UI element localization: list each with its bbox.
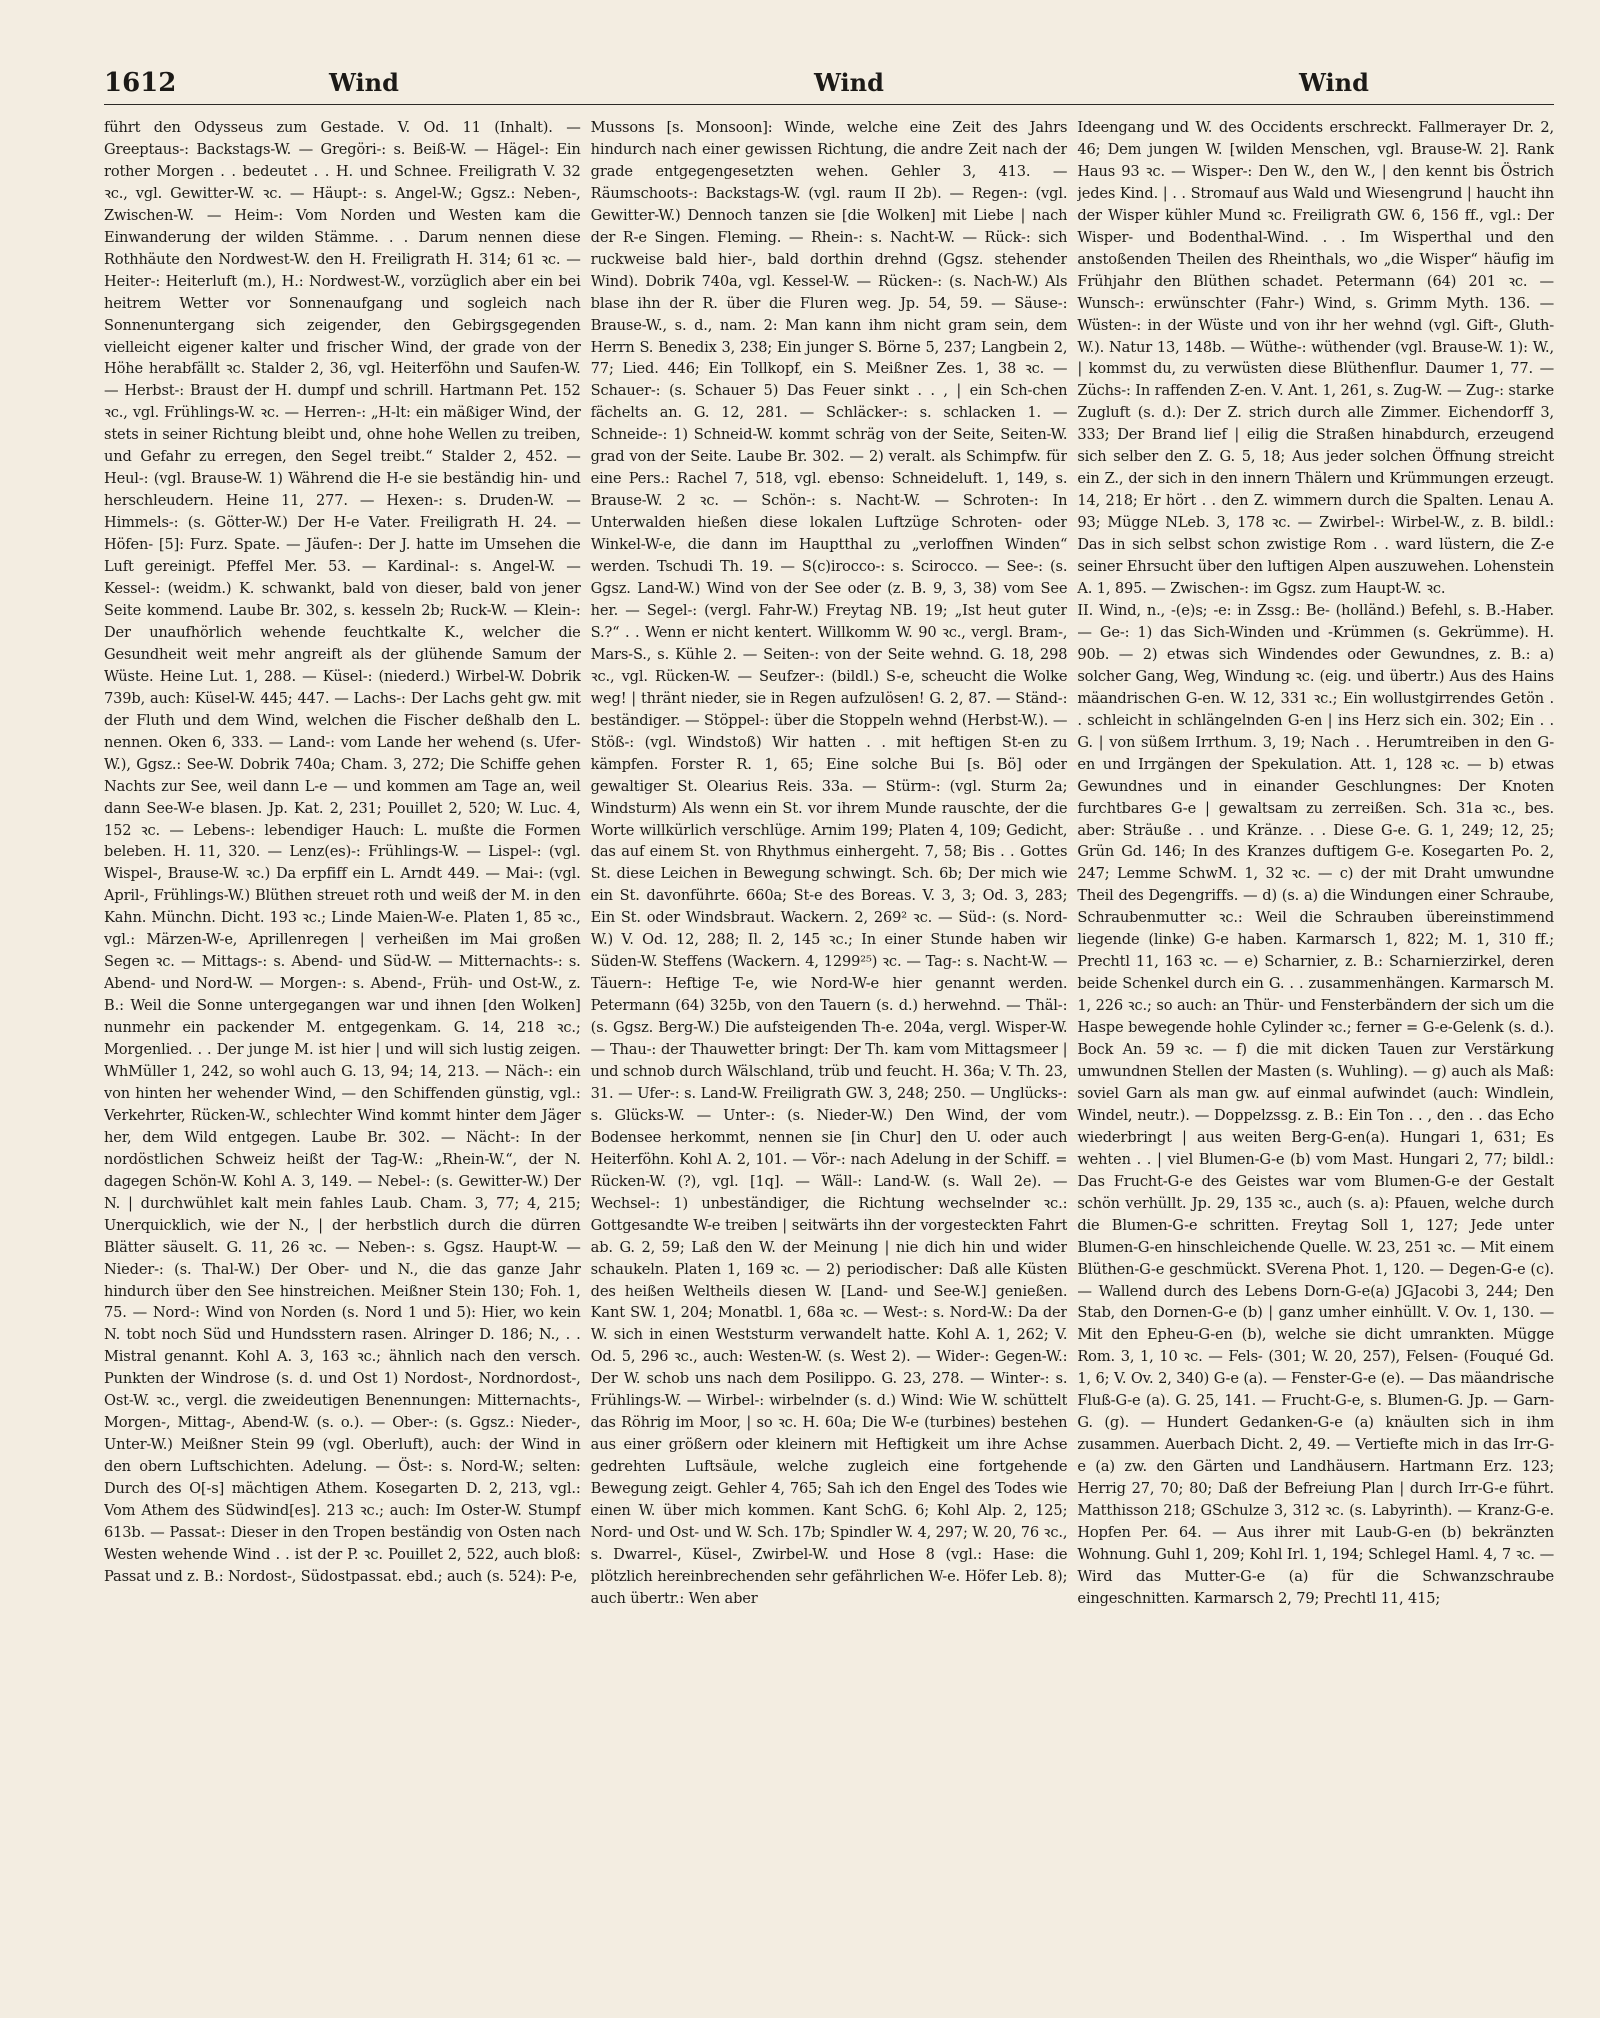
column-right (1077, 117, 1554, 2012)
page-header (104, 64, 1554, 105)
page-number: 1612 (104, 68, 177, 98)
column-middle (591, 117, 1068, 2012)
column-left-paragraph: führt den Odysseus zum Gestade. V. Od. 11 (Inhalt). — Greeptaus-: Backstags-W. — Gregöri-: s. Beiß-W. — Hägel-: Ein rother Morgen . . bedeutet . . H. und Schnee. Freiligrath V. 32 ꝛc., vgl. Gewitter-W. ꝛc. — Häupt-: s. Angel-W.; Ggsz.: Neben-, Zwischen-W. — Heim-: Vom Norden und Westen kam die Einwanderung der wilden Stämme. . . Darum nennen diese Rothhäute den Nordwest-W. den H. Freiligrath H. 314; 61 ꝛc. — Heiter-: Heiterluft (m.), H.: Nordwest-W., vorzüglich aber ein bei heitrem Wetter vor Sonnenaufgang und sogleich nach Sonnenuntergang sich zeigender, den Gebirgsgegenden vielleicht eigener kalter und frischer Wind, der grade von der Höhe herabfällt ꝛc. Stalder 2, 36, vgl. Heiterföhn und Saufen-W. — Herbst-: Braust der H. dumpf und schrill. Hartmann Pet. 152 ꝛc., vgl. Frühlings-W. ꝛc. — Herren-: „H-lt: ein mäßiger Wind, der stets in seiner Richtung bleibt und, ohne hohe Wellen zu treiben, und Gefahr zu erregen, den Segel treibt.“ Stalder 2, 452. — Heul-: (vgl. Brause-W. 1) Während die H-e sie beständig hin- und herschleudern. Heine 11, 277. — Hexen-: s. Druden-W. — Himmels-: (s. Götter-W.) Der H-e Vater. Freiligrath H. 24. — Höfen- [5]: Furz. Spate. — Jäufen-: Der J. hatte im Umsehen die Luft gereinigt. Pfeffel Mer. 53. — Kardinal-: s. Angel-W. — Kessel-: (weidm.) K. schwankt, bald von dieser, bald von jener Seite kommend. Laube Br. 302, s. kesseln 2b; Ruck-W. — Klein-: Der unaufhörlich wehende feuchtkalte K., welcher die Gesundheit weit mehr angreift als der glühende Samum der Wüste. Heine Lut. 1, 288. — Küsel-: (niederd.) Wirbel-W. Dobrik 739b, auch: Küsel-W. 445; 447. — Lachs-: Der Lachs geht gw. mit der Fluth und dem Wind, welchen die Fischer deßhalb den L. nennen. Oken 6, 333. — Land-: vom Lande her wehend (s. Ufer-W.), Ggsz.: See-W. Dobrik 740a; Cham. 3, 272; Die Schiffe gehen Nachts zur See, weil dann L-e — und kommen am Tage an, weil dann See-W-e blasen. Jp. Kat. 2, 231; Pouillet 2, 520; W. Luc. 4, 152 ꝛc. — Lebens-: lebendiger Hauch: L. mußte die Formen beleben. H. 11, 320. — Lenz(es)-: Frühlings-W. — Lispel-: (vgl. Wispel-, Brause-W. ꝛc.) Da erpfiff ein L. Arndt 449. — Mai-: (vgl. April-, Frühlings-W.) Blüthen streuet roth und weiß der M. in den Kahn. Münchn. Dicht. 193 ꝛc.; Linde Maien-W-e. Platen 1, 85 ꝛc., vgl.: Märzen-W-e, Aprillenregen | verheißen im Mai großen Segen ꝛc. — Mittags-: s. Abend- und Süd-W. — Mitternachts-: s. Abend- und Nord-W. — Morgen-: s. Abend-, Früh- und Ost-W., z. B.: Weil die Sonne untergegangen war und ihnen [den Wolken] nunmehr ein packender M. entgegenkam. G. 14, 218 ꝛc.; Morgenlied. . . Der junge M. ist hier | und will sich lustig zeigen. WhMüller 1, 242, so wohl auch G. 13, 94; 14, 213. — Näch-: ein von hinten her wehender Wind, — den Schiffenden günstig, vgl.: Verkehrter, Rücken-W., schlechter Wind kommt hinter dem Jäger her, dem Wild entgegen. Laube Br. 302. — Nächt-: In der nordöstlichen Schweiz heißt der Tag-W.: „Rhein-W.“, der N. dagegen Schön-W. Kohl A. 3, 149. — Nebel-: (s. Gewitter-W.) Der N. | durchwühlet kalt mein fahles Laub. Cham. 3, 77; 4, 215; Unerquicklich, wie der N., | der herbstlich durch die dürren Blätter säuselt. G. 11, 26 ꝛc. — Neben-: s. Ggsz. Haupt-W. — Nieder-: (s. Thal-W.) Der Ober- und N., die das ganze Jahr hindurch über den See hinstreichen. Meißner Stein 130; Foh. 1, 75. — Nord-: Wind von Norden (s. Nord 1 und 5): Hier, wo kein N. tobt noch Süd und Hundsstern rasen. Alringer D. 186; N., . . Mistral genannt. Kohl A. 3, 163 ꝛc.; ähnlich nach den versch. Punkten der Windrose (s. d. und Ost 1) Nordost-, Nordnordost-, Ost-W. ꝛc., vergl. die zweideutigen Benennungen: Mitternachts-, Morgen-, Mittag-, Abend-W. (s. o.). — Ober-: (s. Ggsz.: Nieder-, Unter-W.) Meißner Stein 99 (vgl. Oberluft), auch: der Wind in den obern Luftschichten. Adelung. — Öst-: s. Nord-W.; selten: Durch des O[-s] mächtigen Athem. Kosegarten D. 2, 213, vgl.: Vom Athem des Südwind[es]. 213 ꝛc.; auch: Im Oster-W. Stumpf 613b. — Passat-: Dieser in den Tropen beständig von Osten nach Westen wehende Wind . . ist der P. ꝛc. Pouillet 2, 522, auch bloß: Passat und z. B.: Nordost-, Südostpassat. ebd.; auch (s. 524): P-e, (104, 119, 581, 1585)
text-columns (104, 117, 1554, 2012)
running-head-center: Wind (814, 68, 884, 97)
column-left (104, 117, 581, 2012)
running-head-left: Wind (329, 68, 399, 97)
column-right-paragraph-2: II. Wind, n., -(e)s; -e: in Zssg.: Be- (holländ.) Befehl, s. B.-Haber. — Ge-: 1) das Sich-Winden und -Krümmen (s. Gekrümme). H. 90b. — 2) etwas sich Windendes oder Gewundnes, z. B.: a) solcher Gang, Weg, Windung ꝛc. (eig. und übertr.) Aus des Hains mäandrischen G-en. W. 12, 331 ꝛc.; Ein wollustgirrendes Getön . . schleicht in schlängelnden G-en | ins Herz sich ein. 302; Ein . . G. | von süßem Irrthum. 3, 19; Nach . . Herumtreiben in den G-en und Irrgängen der Spekulation. Att. 1, 128 ꝛc. — b) etwas Gewundnes und in einander Geschlungnes: Der Knoten furchtbares G-e | gewaltsam zu zerreißen. Sch. 31a ꝛc., bes. aber: Sträuße . . und Kränze. . . Diese G-e. G. 1, 249; 12, 25; Grün Gd. 146; In des Kranzes duftigem G-e. Kosegarten Po. 2, 247; Lemme SchwM. 1, 32 ꝛc. — c) der mit Draht umwundne Theil des Degengriffs. — d) (s. a) die Windungen einer Schraube, Schraubenmutter ꝛc.: Weil die Schrauben übereinstimmend liegende (linke) G-e haben. Karmarsch 1, 822; M. 1, 310 ff.; Prechtl 11, 163 ꝛc. — e) Scharnier, z. B.: Scharnierzirkel, deren beide Schenkel durch ein G. . . zusammenhängen. Karmarsch M. 1, 226 ꝛc.; so auch: an Thür- und Fensterbändern der sich um die Haspe bewegende hohle Cylinder ꝛc.; ferner = G-e-Gelenk (s. d.). Bock An. 59 ꝛc. — f) die mit dicken Tauen zur Verstärkung umwundnen Stellen der Masten (s. Wuhling). — g) auch als Maß: soviel Garn als man gw. auf einmal aufwindet (auch: Windlein, Windel, neutr.). — Doppelzssg. z. B.: Ein Ton . . , den . . das Echo wiederbringt | aus weiten Berg-G-en(a). Hungari 1, 631; Es wehten . . | viel Blumen-G-e (b) vom Mast. Hungari 2, 77; bildl.: Das Frucht-G-e des Geistes war vom Blumen-G-e der Gestalt schön verhüllt. Jp. 29, 135 ꝛc., auch (s. a): Pfauen, welche durch die Blumen-G-e schritten. Freytag Soll 1, 127; Jede unter Blumen-G-en hinschleichende Quelle. W. 23, 251 ꝛc. — Mit einem Blüthen-G-e geschmückt. SVerena Phot. 1, 120. — Degen-G-e (c). — Wallend durch des Lebens Dorn-G-e(a) JGJacobi 3, 244; Den Stab, den Dornen-G-e (b) | ganz umher einhüllt. V. Ov. 1, 130. — Mit den Epheu-G-en (b), welche sie dicht umrankten. Mügge Rom. 3, 1, 10 ꝛc. — Fels- (301; W. 20, 257), Felsen- (Fouqué Gd. 1, 6; V. Ov. 2, 340) G-e (a). — Fenster-G-e (e). — Das mäandrische Fluß-G-e (a). G. 25, 141. — Frucht-G-e, s. Blumen-G. Jp. — Garn-G. (g). — Hundert Gedanken-G-e (a) knäulten sich in ihm zusammen. Auerbach Dicht. 2, 49. — Vertiefte mich in das Irr-G-e (a) zw. den Gärten und Landhäusern. Hartmann Erz. 123; Herrig 27, 70; 80; Daß der Befreiung Plan | durch Irr-G-e führt. Matthisson 218; GSchulze 3, 312 ꝛc. (s. Labyrinth). — Kranz-G-e. Hopfen Per. 64. — Aus ihrer mit Laub-G-en (b) bekränzten Wohnung. Guhl 1, 209; Kohl Irl. 1, 194; Schlegel Haml. 4, 7 ꝛc. — Wird das Mutter-G-e (a) für die Schwanzschraube eingeschnitten. Karmarsch 2, 79; Prechtl 11, 415; (1077, 601, 1555, 1607)
column-right-paragraph-1: Ideengang und W. des Occidents erschreckt. Fallmerayer Dr. 2, 46; Dem jungen W. [wilden Menschen, vgl. Brause-W. 2]. Rank Haus 93 ꝛc. — Wisper-: Den W., den W., | den kennt bis Östrich jedes Kind. | . . Stromauf aus Wald und Wiesengrund | haucht ihn der Wisper kühler Mund ꝛc. Freiligrath GW. 6, 156 ff., vgl.: Der Wisper- und Bodenthal-Wind. . . Im Wisperthal und den anstoßenden Theilen des Rheinthals, wo „die Wisper“ häufig im Frühjahr den Blüthen schadet. Petermann (64) 201 ꝛc. — Wunsch-: erwünschter (Fahr-) Wind, s. Grimm Myth. 136. — Wüsten-: in der Wüste und von ihr her wehnd (vgl. Gift-, Gluth-W.). Natur 13, 148b. — Wüthe-: wüthender (vgl. Brause-W. 1): W., | kommst du, zu verwüsten diese Blüthenflur. Daumer 1, 77. — Züchs-: In raffenden Z-en. V. Ant. 1, 261, s. Zug-W. — Zug-: starke Zugluft (s. d.): Der Z. strich durch alle Zimmer. Eichendorff 3, 333; Der Brand lief | eilig die Straßen hinabdurch, erzeugend sich selber den Z. G. 5, 18; Aus jeder solchen Öffnung streicht ein Z., der sich in den innern Thälern und Krümmungen erzeugt. 14, 218; Er hört . . den Z. wimmern durch die Spalten. Lenau A. 93; Mügge NLeb. 3, 178 ꝛc. — Zwirbel-: Wirbel-W., z. B. bildl.: Das in sich selbst schon zwistige Rom . . ward lüstern, die Z-e seiner Ehrsucht über den luftigen Alpen auszuwehen. Lohenstein A. 1, 895. — Zwischen-: im Ggsz. zum Haupt-W. ꝛc. (1077, 119, 1555, 598)
running-head-right: Wind (1299, 68, 1369, 97)
column-middle-paragraph: Mussons [s. Monsoon]: Winde, welche eine Zeit des Jahrs hindurch nach einer gewissen Richtung, die andre Zeit nach der grade entgegengesetzten wehen. Gehler 3, 413. — Räumschoots-: Backstags-W. (vgl. raum II 2b). — Regen-: (vgl. Gewitter-W.) Dennoch tanzen sie [die Wolken] mit Liebe | nach der R-e Singen. Fleming. — Rhein-: s. Nacht-W. — Rück-: sich ruckweise bald hier-, bald dorthin drehnd (Ggsz. stehender Wind). Dobrik 740a, vgl. Kessel-W. — Rücken-: (s. Nach-W.) Als blase ihn der R. über die Fluren weg. Jp. 54, 59. — Säuse-: Brause-W., s. d., nam. 2: Man kann ihm nicht gram sein, dem Herrn S. Benedix 3, 238; Ein junger S. Börne 5, 237; Langbein 2, 77; Lied. 446; Ein Tollkopf, ein S. Meißner Zes. 1, 38 ꝛc. — Schauer-: (s. Schauer 5) Das Feuer sinkt . . , | ein Sch-chen fächelts an. G. 12, 281. — Schläcker-: s. schlacken 1. — Schneide-: 1) Schneid-W. kommt schräg von der Seite, Seiten-W. grad von der Seite. Laube Br. 302. — 2) veralt. als Schimpfw. für eine Pers.: Rachel 7, 518, vgl. ebenso: Schneideluft. 1, 149, s. Brause-W. 2 ꝛc. — Schön-: s. Nacht-W. — Schroten-: In Unterwalden hießen diese lokalen Luftzüge Schroten- oder Winkel-W-e, die dann im Hauptthal zu „verloffnen Winden“ werden. Tschudi Th. 19. — S(c)irocco-: s. Scirocco. — See-: (s. Ggsz. Land-W.) Wind von der See oder (z. B. 9, 3, 38) vom See her. — Segel-: (vergl. Fahr-W.) Freytag NB. 19; „Ist heut guter S.?“ . . Wenn er nicht kentert. Willkomm W. 90 ꝛc., vergl. Bram-, Mars-S., s. Kühle 2. — Seiten-: von der Seite wehnd. G. 18, 298 ꝛc., vgl. Rücken-W. — Seufzer-: (bildl.) S-e, scheucht die Wolke weg! | thränt nieder, sie in Regen aufzulösen! G. 2, 87. — Ständ-: beständiger. — Stöppel-: über die Stoppeln wehnd (Herbst-W.). — Stöß-: (vgl. Windstoß) Wir hatten . . mit heftigen St-en zu kämpfen. Forster R. 1, 65; Eine solche Bui [s. Bö] oder gewaltiger St. Olearius Reis. 33a. — Stürm-: (vgl. Sturm 2a; Windsturm) Als wenn ein St. vor ihrem Munde rauschte, der die Worte willkürlich verschlüge. Arnim 199; Platen 4, 109; Gedicht, das auf einem St. von Rhythmus einhergeht. 7, 58; Bis . . Gottes St. diese Leichen in Bewegung schwingt. Sch. 6b; Der mich wie ein St. davonführte. 660a; St-e des Boreas. V. 3, 3; Od. 3, 283; Ein St. oder Windsbraut. Wackern. 2, 269² ꝛc. — Süd-: (s. Nord-W.) V. Od. 12, 288; Il. 2, 145 ꝛc.; In einer Stunde haben wir Süden-W. Steffens (Wackern. 4, 1299²⁵) ꝛc. — Tag-: s. Nacht-W. — Täuern-: Heftige T-e, wie Nord-W-e hier genannt werden. Petermann (64) 325b, von den Tauern (s. d.) herwehnd. — Thäl-: (s. Ggsz. Berg-W.) Die aufsteigenden Th-e. 204a, vergl. Wisper-W. — Thau-: der Thauwetter bringt: Der Th. kam vom Mittagsmeer | und schnob durch Wälschland, trüb und feucht. H. 36a; V. Th. 23, 31. — Ufer-: s. Land-W. Freiligrath GW. 3, 248; 250. — Unglücks-: s. Glücks-W. — Unter-: (s. Nieder-W.) Den Wind, der vom Bodensee herkommt, nennen sie [in Chur] den U. oder auch Heiterföhn. Kohl A. 2, 101. — Vör-: nach Adelung in der Schiff. = Rücken-W. (?), vgl. [1q]. — Wäll-: Land-W. (s. Wall 2e). — Wechsel-: 1) unbeständiger, die Richtung wechselnder ꝛc.: Gottgesandte W-e treiben | seitwärts ihn der vorgesteckten Fahrt ab. G. 2, 59; Laß den W. der Meinung | nie dich hin und wider schaukeln. Platen 1, 169 ꝛc. — 2) periodischer: Daß alle Küsten des heißen Weltheils diesen W. [Land- und See-W.] genießen. Kant SW. 1, 204; Monatbl. 1, 68a ꝛc. — West-: s. Nord-W.: Da der W. sich in einen Weststurm verwandelt hatte. Kohl A. 1, 262; V. Od. 5, 296 ꝛc., auch: Westen-W. (s. West 2). — Wider-: Gegen-W.: Der W. schob uns nach dem Posilippo. G. 23, 278. — Winter-: s. Frühlings-W. — Wirbel-: wirbelnder (s. d.) Wind: Wie W. schüttelt das Röhrig im Moor, | so ꝛc. H. 60a; Die W-e (turbines) bestehen aus einer größern oder kleinern mit Heftigkeit um ihre Achse gedrehten Luftsäule, welche zugleich eine fortgehende Bewegung zeigt. Gehler 4, 765; Sah ich den Engel des Todes wie einen W. über mich kommen. Kant SchG. 6; Kohl Alp. 2, 125; Nord- und Ost- und W. Sch. 17b; Spindler W. 4, 297; W. 20, 76 ꝛc., s. Dwarrel-, Küsel-, Zwirbel-W. und Hose 8 (vgl.: Hase: die plötzlich hereinbrechenden sehr gefährlichen W-e. Höfer Leb. 8); auch übertr.: Wen aber (590, 119, 1068, 1607)
